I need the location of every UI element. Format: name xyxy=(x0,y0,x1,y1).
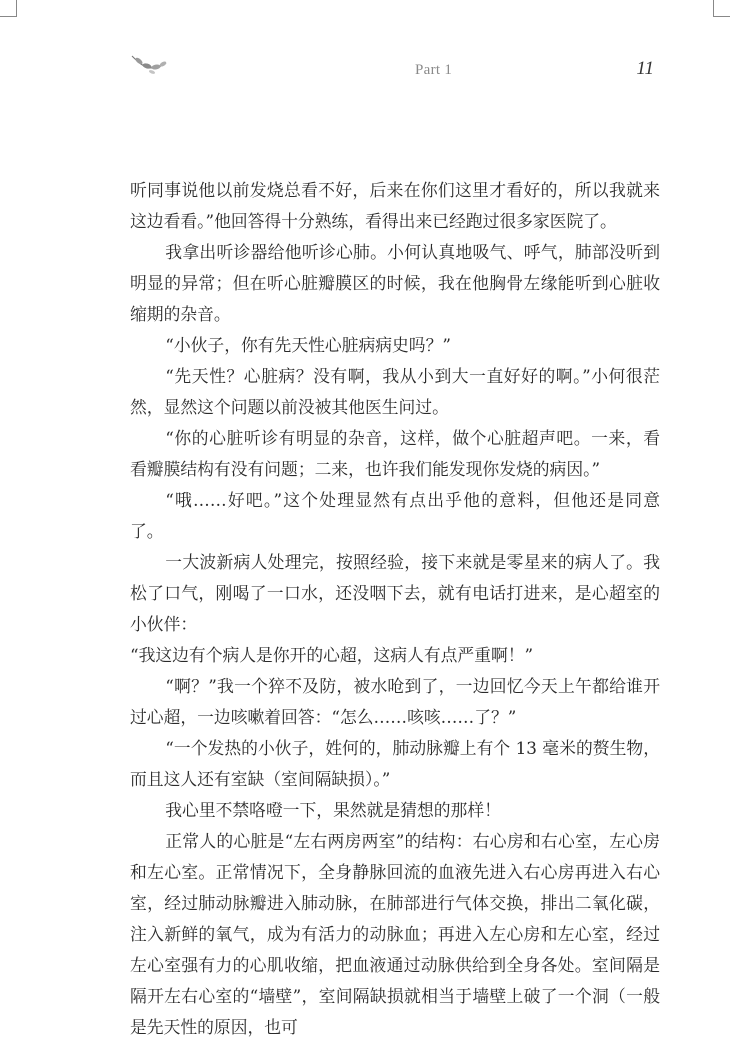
paragraph: “我这边有个病人是你开的心超，这病人有点严重啊！” xyxy=(130,645,534,665)
paragraph: “一个发热的小伙子，姓何的，肺动脉瓣上有个 13 毫米的赘生物，而且这人还有室缺（室间隔缺损）。” xyxy=(130,738,660,789)
page-number: 11 xyxy=(636,58,654,79)
paragraph: “先天性？心脏病？没有啊，我从小到大一直好好的啊。”小何很茫然，显然这个问题以前没被其他医生问过。 xyxy=(130,366,660,417)
body-text xyxy=(130,175,660,1043)
paragraph: “哦……好吧。”这个处理显然有点出乎他的意料，但他还是同意了。 xyxy=(130,490,660,541)
paragraph: 我心里不禁咯噔一下，果然就是猜想的那样！ xyxy=(165,800,501,820)
paragraph: “小伙子，你有先天性心脏病病史吗？” xyxy=(165,335,451,355)
running-head: Part 1 xyxy=(415,62,453,78)
paragraph: “啊？”我一个猝不及防，被水呛到了，一边回忆今天上午都给谁开过心超，一边咳嗽着回答：“怎么……咳咳……了？” xyxy=(130,676,660,727)
page-header xyxy=(130,48,660,88)
paragraph: 听同事说他以前发烧总看不好，后来在你们这里才看好的，所以我就来这边看看。”他回答得十分熟练，看得出来已经跑过很多家医院了。 xyxy=(130,180,660,231)
paragraph: 我拿出听诊器给他听诊心肺。小何认真地吸气、呼气，肺部没听到明显的异常；但在听心脏瓣膜区的时候，我在他胸骨左缘能听到心脏收缩期的杂音。 xyxy=(130,242,660,324)
leaf-vine-ornament-icon xyxy=(130,52,168,76)
paragraph: “你的心脏听诊有明显的杂音，这样，做个心脏超声吧。一来，看看瓣膜结构有没有问题；二来，也许我们能发现你发烧的病因。” xyxy=(130,428,660,479)
paragraph: 一大波新病人处理完，按照经验，接下来就是零星来的病人了。我松了口气，刚喝了一口水，还没咽下去，就有电话打进来，是心超室的小伙伴： xyxy=(130,552,660,634)
crop-mark-top-left xyxy=(0,0,17,17)
crop-mark-top-right xyxy=(713,0,730,17)
paragraph: 正常人的心脏是“左右两房两室”的结构：右心房和右心室，左心房和左心室。正常情况下，全身静脉回流的血液先进入右心房再进入右心室，经过肺动脉瓣进入肺动脉，在肺部进行气体交换，排出二氧化碳，注入新鲜的氧气，成为有活力的动脉血；再进入左心房和左心室，经过左心室强有力的心肌收缩，把血液通过动脉供给到全身各处。室间隔是隔开左右心室的“墙壁”，室间隔缺损就相当于墙壁上破了一个洞（一般是先天性的原因，也可 xyxy=(130,831,660,1037)
